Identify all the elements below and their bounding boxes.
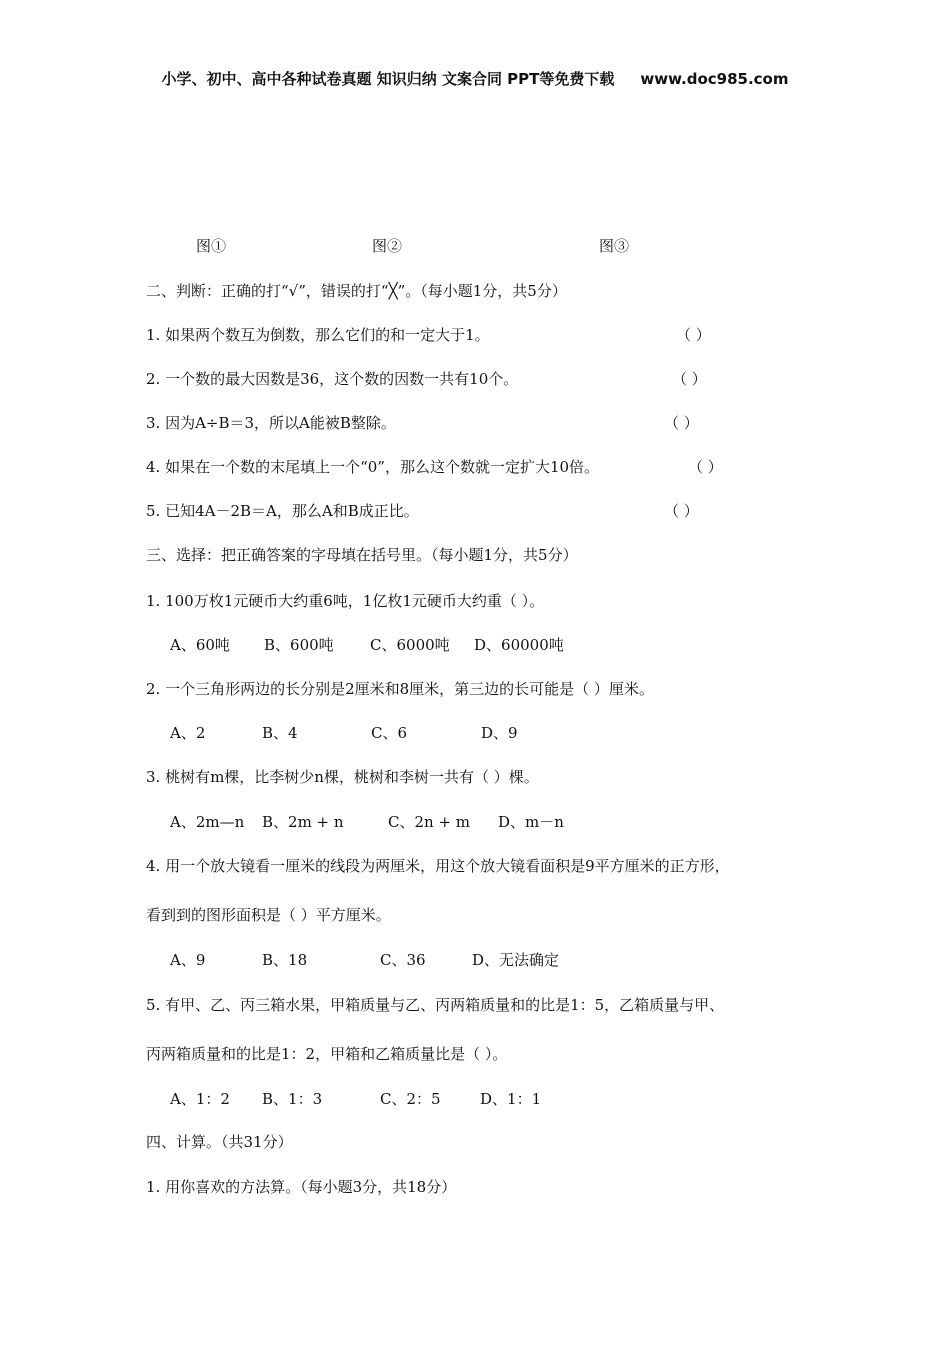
page-header bbox=[0, 68, 950, 89]
option-d[interactable]: D、m－n bbox=[498, 813, 564, 831]
figure-label-2: 图② bbox=[372, 237, 403, 255]
mc-options-4 bbox=[170, 949, 559, 970]
header-title: 小学、初中、高中各种试卷真题 知识归纳 文案合同 PPT等免费下载 bbox=[161, 70, 615, 88]
section4-title: 四、计算。（共31分） bbox=[146, 1133, 293, 1151]
option-a[interactable]: A、9 bbox=[170, 951, 206, 969]
option-a[interactable]: A、2 bbox=[170, 724, 206, 742]
tf-question-5: 5. 已知4A－2B＝A，那么A和B成正比。 bbox=[146, 502, 419, 520]
tf-question-1: 1. 如果两个数互为倒数，那么它们的和一定大于1。 bbox=[146, 326, 490, 344]
tf-answer-blank-2[interactable]: （ ） bbox=[672, 370, 707, 388]
option-c[interactable]: C、36 bbox=[380, 951, 426, 969]
mc-question-2: 2. 一个三角形两边的长分别是2厘米和8厘米，第三边的长可能是（ ）厘米。 bbox=[146, 680, 654, 698]
section2-title: 二、判断：正确的打“√”，错误的打“╳”。（每小题1分，共5分） bbox=[146, 282, 567, 300]
mc-options-1 bbox=[170, 634, 564, 655]
mc-question-4-line2: 看到到的图形面积是（ ）平方厘米。 bbox=[146, 906, 391, 924]
figure-label-3: 图③ bbox=[599, 237, 630, 255]
option-c[interactable]: C、6 bbox=[371, 724, 408, 742]
figure-label-1: 图① bbox=[196, 237, 227, 255]
mc-question-1: 1. 100万枚1元硬币大约重6吨，1亿枚1元硬币大约重（ ）。 bbox=[146, 592, 545, 610]
tf-answer-blank-4[interactable]: （ ） bbox=[688, 458, 723, 476]
option-a[interactable]: A、1：2 bbox=[170, 1090, 230, 1108]
option-d[interactable]: D、无法确定 bbox=[472, 951, 560, 969]
tf-question-4: 4. 如果在一个数的末尾填上一个“0”，那么这个数就一定扩大10倍。 bbox=[146, 458, 600, 476]
tf-answer-blank-1[interactable]: （ ） bbox=[676, 326, 711, 344]
mc-question-5-line1: 5. 有甲、乙、丙三箱水果，甲箱质量与乙、丙两箱质量和的比是1：5，乙箱质量与甲、 bbox=[146, 996, 725, 1014]
mc-question-4-line1: 4. 用一个放大镜看一厘米的线段为两厘米，用这个放大镜看面积是9平方厘米的正方形， bbox=[146, 857, 730, 875]
calc-question-1: 1. 用你喜欢的方法算。（每小题3分，共18分） bbox=[146, 1178, 457, 1196]
option-b[interactable]: B、2m + n bbox=[262, 813, 344, 831]
option-c[interactable]: C、6000吨 bbox=[370, 636, 450, 654]
tf-question-2: 2. 一个数的最大因数是36，这个数的因数一共有10个。 bbox=[146, 370, 519, 388]
mc-question-5-line2: 丙两箱质量和的比是1：2，甲箱和乙箱质量比是（ ）。 bbox=[146, 1045, 508, 1063]
mc-options-3 bbox=[170, 811, 564, 832]
mc-options-2 bbox=[170, 722, 518, 743]
tf-answer-blank-3[interactable]: （ ） bbox=[664, 414, 699, 432]
tf-answer-blank-5[interactable]: （ ） bbox=[664, 502, 699, 520]
option-d[interactable]: D、1：1 bbox=[480, 1090, 542, 1108]
mc-question-3: 3. 桃树有m棵，比李树少n棵，桃树和李树一共有（ ）棵。 bbox=[146, 768, 539, 786]
option-b[interactable]: B、18 bbox=[262, 951, 308, 969]
option-b[interactable]: B、4 bbox=[262, 724, 298, 742]
option-a[interactable]: A、2m—n bbox=[170, 813, 245, 831]
option-b[interactable]: B、1：3 bbox=[262, 1090, 323, 1108]
option-a[interactable]: A、60吨 bbox=[170, 636, 230, 654]
option-b[interactable]: B、600吨 bbox=[264, 636, 334, 654]
option-d[interactable]: D、9 bbox=[481, 724, 518, 742]
mc-options-5 bbox=[170, 1088, 541, 1109]
section3-title: 三、选择：把正确答案的字母填在括号里。（每小题1分，共5分） bbox=[146, 546, 578, 564]
header-url[interactable]: www.doc985.com bbox=[640, 70, 789, 88]
option-c[interactable]: C、2：5 bbox=[380, 1090, 441, 1108]
option-c[interactable]: C、2n + m bbox=[388, 813, 471, 831]
tf-question-3: 3. 因为A÷B＝3，所以A能被B整除。 bbox=[146, 414, 396, 432]
option-d[interactable]: D、60000吨 bbox=[474, 636, 564, 654]
